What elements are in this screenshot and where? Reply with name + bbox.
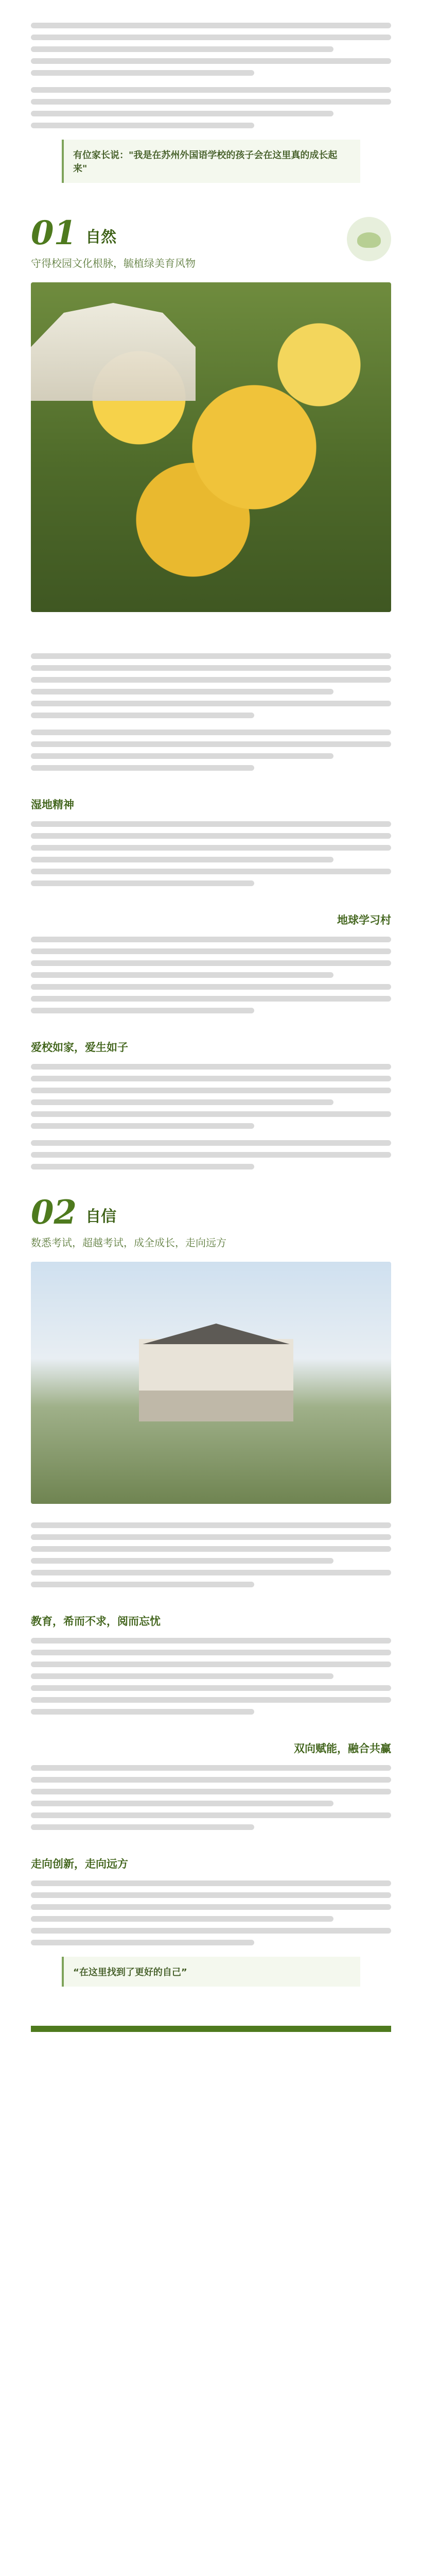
section-subtitle: 守得校园文化根脉，毓植绿美育风物 xyxy=(31,257,196,269)
intro-quote: 有位家长说："我是在苏州外国语学校的孩子会在这里真的成长起来" xyxy=(62,140,360,183)
hope-not-fear-body xyxy=(0,1638,422,1736)
intro-paragraph xyxy=(31,87,391,128)
section-divider xyxy=(31,2026,391,2032)
campus-building-photo xyxy=(31,1262,391,1504)
subhead-earth-lab: 地球学习村 xyxy=(337,914,391,926)
section-01-body xyxy=(0,631,422,792)
subhead-hope-not-fear: 教育，希而不求，阅而忘忧 xyxy=(31,1615,161,1628)
wetland-body xyxy=(0,821,422,908)
campus-flowers-photo xyxy=(31,282,391,612)
dual-drive-body xyxy=(0,1765,422,1852)
subhead-advance-away: 走向创新，走向远方 xyxy=(31,1858,128,1870)
love-kids-body xyxy=(0,1064,422,1191)
section-01-header xyxy=(0,212,422,282)
section-number: 01 xyxy=(31,214,77,252)
section-subtitle: 数悉考试，超越考试，成全成长，走向远方 xyxy=(31,1236,226,1249)
advance-away-body xyxy=(0,1880,422,2015)
section-title: 自信 xyxy=(85,1208,117,1226)
subhead-wetland: 湿地精神 xyxy=(31,799,74,811)
earth-lab-body xyxy=(0,937,422,1035)
subhead-dual-drive: 双向赋能，融合共赢 xyxy=(294,1742,391,1755)
section-title: 自然 xyxy=(85,228,117,246)
section-decoration-icon xyxy=(347,217,391,261)
closing-quote: “在这里找到了更好的自己” xyxy=(62,1957,360,1987)
section-02-body xyxy=(0,1522,422,1609)
section-number: 02 xyxy=(31,1193,77,1232)
intro-paragraph xyxy=(31,23,391,76)
subhead-love-kids: 爱校如家，爱生如子 xyxy=(31,1041,128,1054)
section-02-header xyxy=(0,1191,422,1262)
intro-text-block xyxy=(0,0,422,212)
